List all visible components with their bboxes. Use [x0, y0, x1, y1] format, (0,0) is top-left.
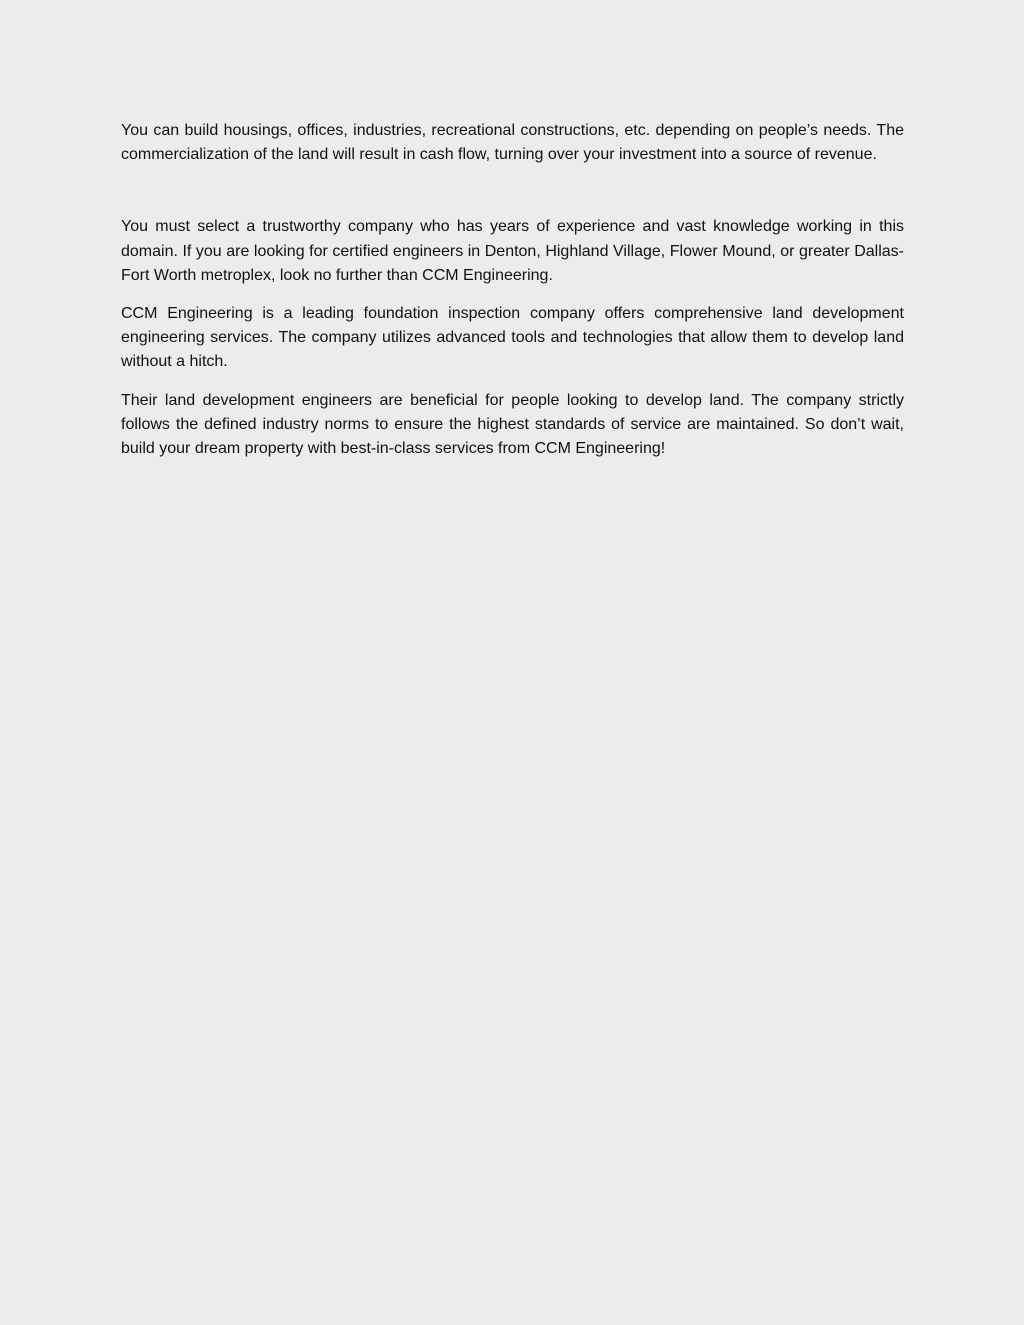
paragraph-ccm-engineering: CCM Engineering is a leading foundation inspection company offers comprehensive land development engineering services. The company utilizes advanced tools and technologies that allow them to develop land without a hitch.	[121, 305, 904, 371]
document-body	[121, 119, 904, 475]
paragraph-land-development-engineers: Their land development engineers are beneficial for people looking to develop land. The company strictly follows the defined industry norms to ensure the highest standards of service are maintained. So don’t wait, build your dream property with best-in-class services from CCM Engineering!	[121, 391, 904, 458]
paragraph-land-uses: You can build housings, offices, industries, recreational constructions, etc. depending on people’s needs. The commercialization of the land will result in cash flow, turning over your investment into a source of revenue.	[121, 122, 904, 164]
paragraph-select-company: You must select a trustworthy company who has years of experience and vast knowledge working in this domain. If you are looking for certified engineers in Denton, Highland Village, Flower Mound, or greater Dallas-Fort Worth metroplex, look no further than CCM Engineering.	[121, 218, 904, 284]
